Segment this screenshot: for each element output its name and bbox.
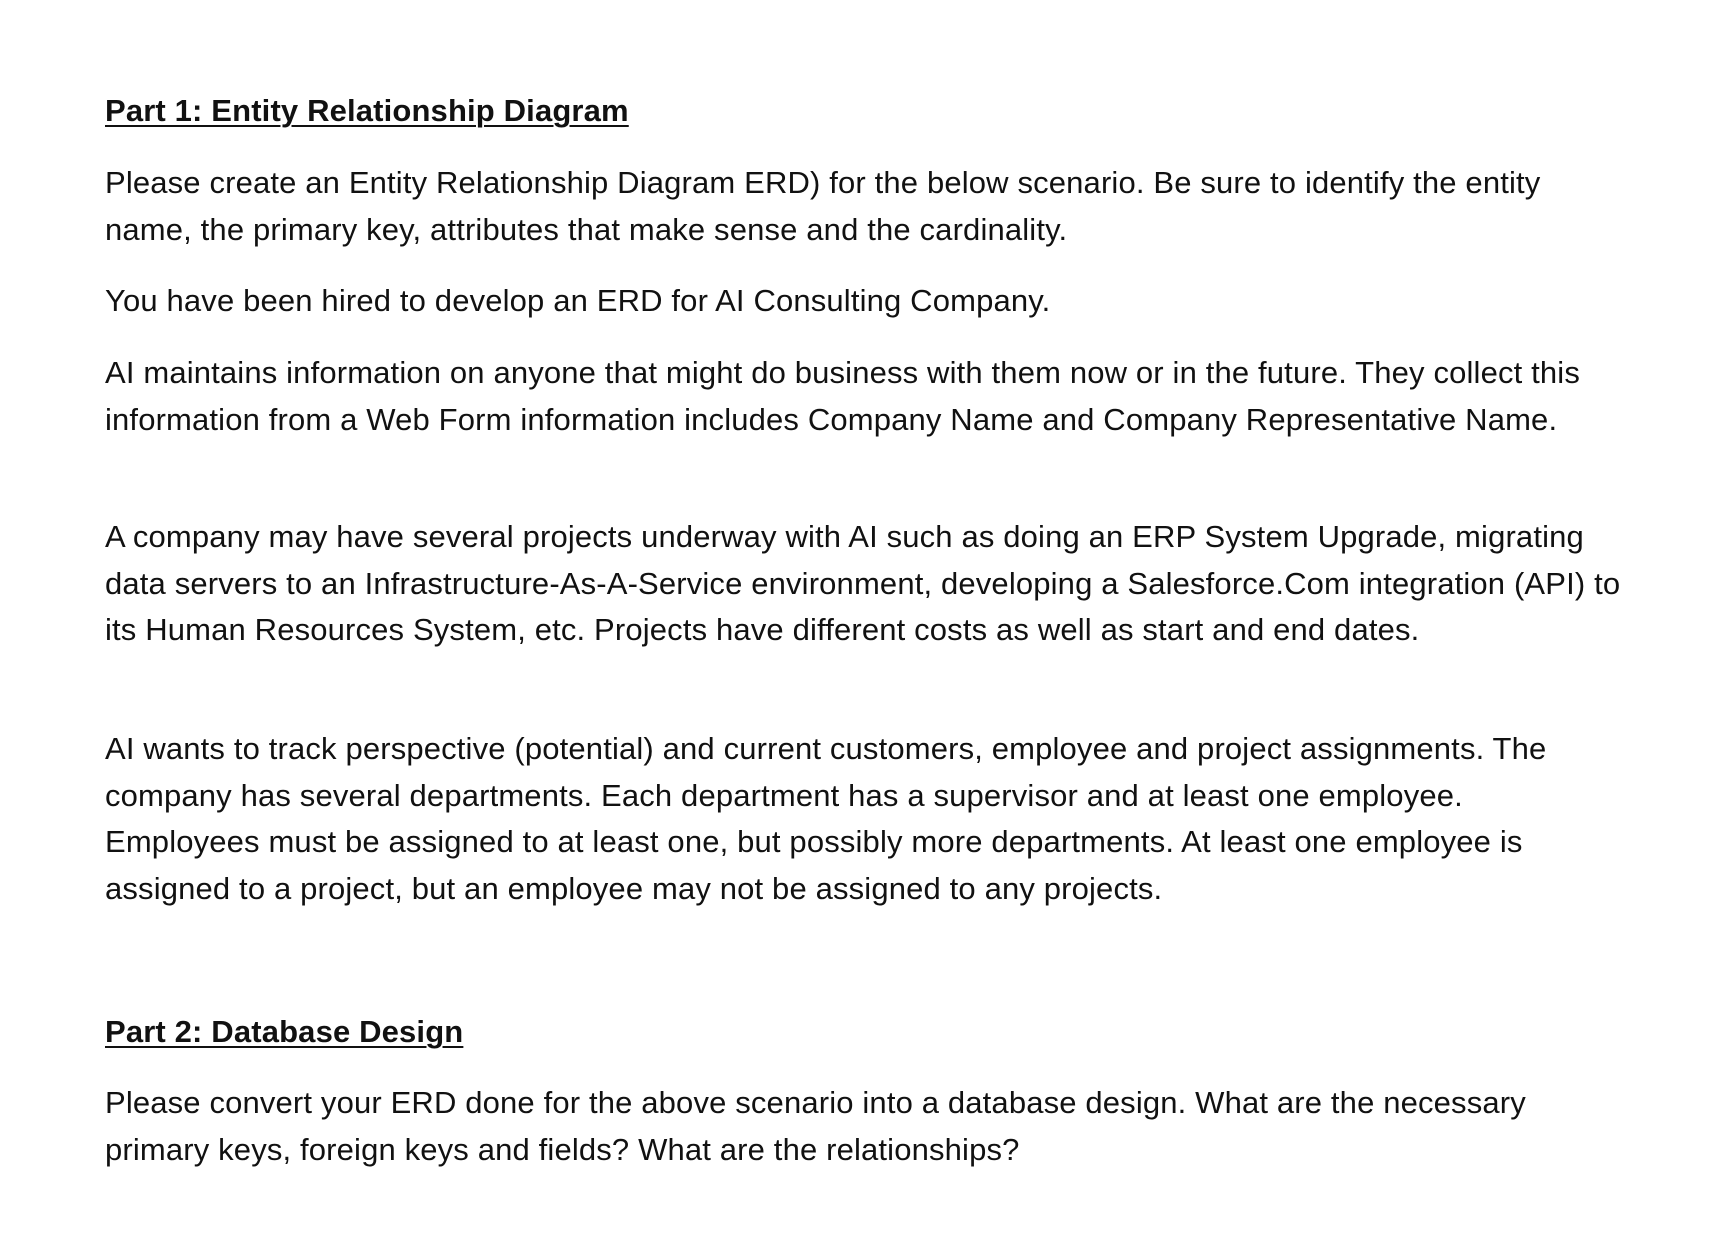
part1-projects-paragraph: A company may have several projects underway with AI such as doing an ERP System Upgrade, migrating data servers to an Infrastructure-As-A-Service environment, developing a Salesforce.Com integration (API) to its Human Resources System, etc. Projects have different costs as well as start and end dates. — [105, 519, 1621, 647]
part1-info-paragraph: AI maintains information on anyone that might do business with them now or in the future. They collect this information from a Web Form information includes Company Name and Company Representative Name. — [105, 355, 1580, 437]
part2-instructions-paragraph: Please convert your ERD done for the above scenario into a database design. What are the necessary primary keys, foreign keys and fields? What are the relationships? — [105, 1085, 1526, 1167]
part2-heading: Part 2: Database Design — [105, 1014, 464, 1049]
part1-heading: Part 1: Entity Relationship Diagram — [105, 93, 629, 128]
part1-instructions-paragraph: Please create an Entity Relationship Diagram ERD) for the below scenario. Be sure to identify the entity name, the primary key, attributes that make sense and the cardinality. — [105, 165, 1541, 247]
part1-tracking-paragraph: AI wants to track perspective (potential) and current customers, employee and project assignments. The company has several departments. Each department has a supervisor and at least one employee. Employees must be assigned to at least one, but possibly more departments. At least one employee is assigned to a project, but an employee may not be assigned to any projects. — [105, 731, 1547, 906]
part1-hired-paragraph: You have been hired to develop an ERD for AI Consulting Company. — [105, 283, 1051, 318]
